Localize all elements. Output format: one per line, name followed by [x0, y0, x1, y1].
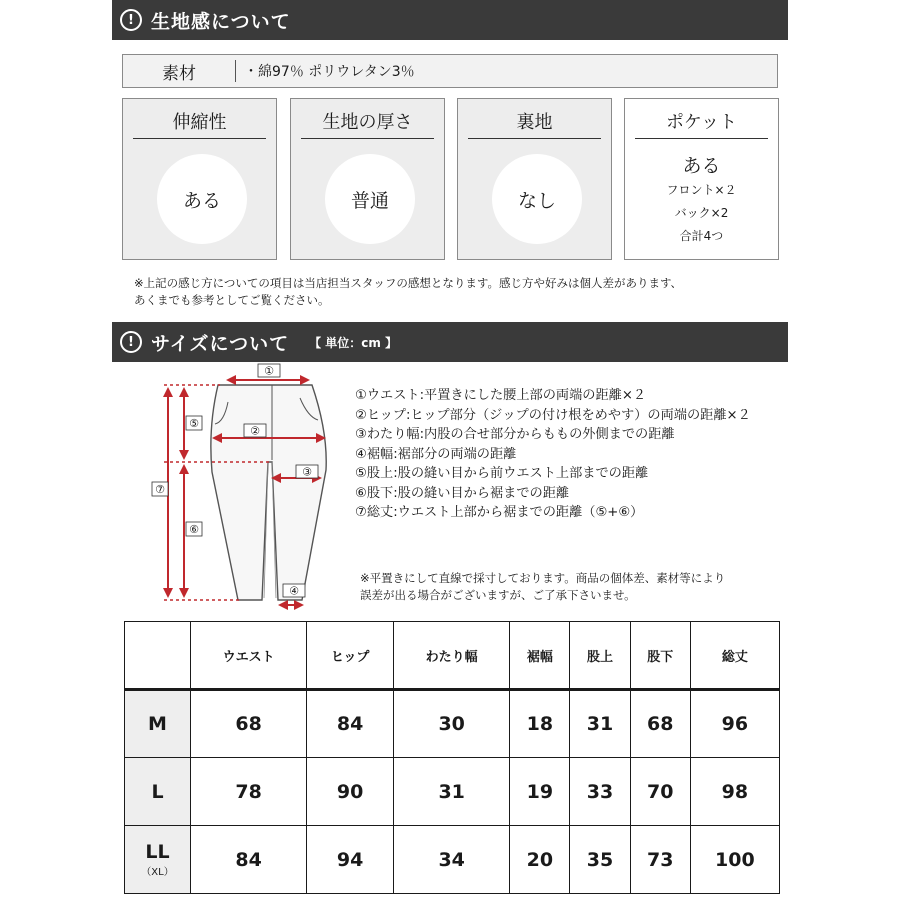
- table-cell: 31: [394, 758, 510, 826]
- size-label-sub: （XL）: [141, 867, 174, 878]
- pocket-detail: バック×2: [674, 206, 729, 220]
- table-cell: 70: [630, 758, 690, 826]
- legend-item: ①ウエスト:平置きにした腰上部の両端の距離×２: [355, 388, 647, 403]
- table-cell: 90: [307, 758, 394, 826]
- exclamation-icon: !: [120, 9, 142, 31]
- note-line: ※上記の感じ方についての項目は当店担当スタッフの感想となります。感じ方や好みは個人差があります、: [134, 276, 683, 290]
- table-cell: 35: [570, 826, 630, 894]
- table-cell: 30: [394, 690, 510, 758]
- size-section-header: [112, 322, 788, 362]
- unit-label: 【 単位：cm 】: [309, 335, 398, 350]
- marker-5: ⑤: [189, 417, 199, 430]
- marker-7: ⑦: [155, 483, 165, 496]
- legend-item: ②ヒップ:ヒップ部分（ジップの付け根をめやす）の両端の距離×２: [355, 407, 751, 423]
- table-cell: 84: [191, 826, 307, 894]
- size-table-header-row: [125, 622, 780, 690]
- table-cell: 18: [510, 690, 570, 758]
- fabric-note: [134, 275, 682, 309]
- header-cell-empty: [125, 622, 191, 690]
- table-cell: 34: [394, 826, 510, 894]
- material-value: ・綿97％ ポリウレタン3％: [244, 64, 415, 80]
- table-cell: 98: [690, 758, 779, 826]
- header-cell: ウエスト: [191, 622, 307, 690]
- table-cell: 84: [307, 690, 394, 758]
- size-table: [124, 621, 780, 894]
- measurement-legend: [355, 386, 751, 523]
- header-cell: ヒップ: [307, 622, 394, 690]
- feature-title: 裏地: [468, 109, 601, 139]
- marker-4: ④: [289, 584, 299, 598]
- header-cell: 総丈: [690, 622, 779, 690]
- marker-2: ②: [250, 424, 260, 438]
- note-line: ※平置きにして直線で採寸しております。商品の個体差、素材等により: [360, 571, 726, 585]
- fabric-section-title: 生地感について: [151, 10, 291, 33]
- header-cell: 裾幅: [510, 622, 570, 690]
- exclamation-icon: !: [120, 331, 142, 353]
- pants-measurement-diagram: [140, 362, 340, 612]
- feature-lining: [457, 98, 612, 260]
- material-row: [122, 54, 778, 88]
- table-row: [125, 690, 780, 758]
- legend-item: ③わたり幅:内股の合せ部分からももの外側までの距離: [355, 427, 675, 442]
- fabric-section-header: [112, 0, 788, 40]
- size-section-title: サイズについて: [151, 332, 290, 355]
- header-cell: わたり幅: [394, 622, 510, 690]
- table-cell: 96: [690, 690, 779, 758]
- legend-item: ⑦総丈:ウエスト上部から裾までの距離（⑤+⑥）: [355, 505, 644, 520]
- size-label: L: [151, 780, 164, 803]
- pants-outline: [211, 385, 326, 600]
- note-line: あくまでも参考としてご覧ください。: [134, 293, 330, 307]
- table-cell: 68: [630, 690, 690, 758]
- feature-title: 伸縮性: [133, 109, 266, 139]
- table-cell: 100: [690, 826, 779, 894]
- header-cell: 股上: [570, 622, 630, 690]
- pocket-detail: フロント×２: [666, 183, 737, 197]
- table-cell: 19: [510, 758, 570, 826]
- note-line: 誤差が出る場合がございますが、ご了承下さいませ。: [360, 588, 636, 602]
- table-cell: 20: [510, 826, 570, 894]
- material-label: 素材: [162, 63, 196, 84]
- legend-item: ⑤股上:股の縫い目から前ウエスト上部までの距離: [355, 466, 649, 481]
- table-cell: 78: [191, 758, 307, 826]
- size-label-cell: [125, 690, 191, 758]
- table-row: [125, 758, 780, 826]
- feature-thickness: [290, 98, 445, 260]
- table-row: [125, 826, 780, 894]
- pocket-detail: 合計4つ: [679, 229, 724, 243]
- table-cell: 73: [630, 826, 690, 894]
- marker-3: ③: [302, 465, 312, 479]
- legend-item: ④裾幅:裾部分の両端の距離: [355, 446, 517, 462]
- marker-1: ①: [264, 364, 274, 378]
- legend-item: ⑥股下:股の縫い目から裾までの距離: [355, 485, 570, 501]
- marker-6: ⑥: [189, 523, 199, 536]
- size-label: M: [148, 713, 167, 735]
- pocket-value: ある: [682, 155, 721, 177]
- size-label-cell: [125, 758, 191, 826]
- feature-title: 生地の厚さ: [301, 109, 434, 139]
- material-divider: [235, 60, 236, 82]
- table-cell: 33: [570, 758, 630, 826]
- header-cell: 股下: [630, 622, 690, 690]
- table-cell: 94: [307, 826, 394, 894]
- table-cell: 68: [191, 690, 307, 758]
- size-label-cell: [125, 826, 191, 894]
- table-cell: 31: [570, 690, 630, 758]
- feature-value: 普通: [325, 154, 415, 244]
- size-note: [360, 570, 725, 604]
- feature-stretch: [122, 98, 277, 260]
- feature-title: ポケット: [635, 109, 768, 139]
- size-label: LL: [145, 841, 170, 863]
- feature-value: なし: [492, 154, 582, 244]
- feature-value: ある: [157, 154, 247, 244]
- feature-pocket: [624, 98, 779, 260]
